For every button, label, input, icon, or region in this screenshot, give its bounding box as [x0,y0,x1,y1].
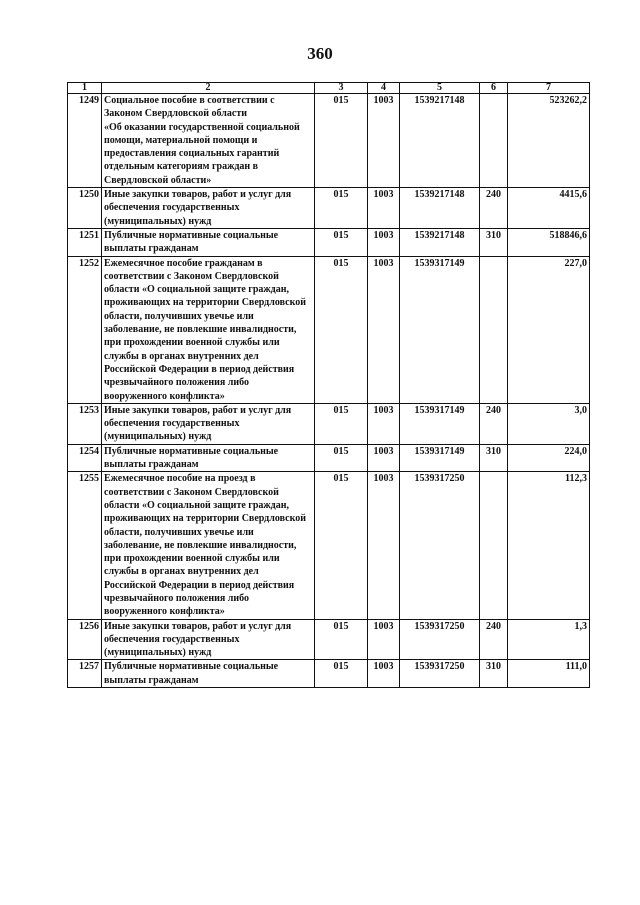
row-number: 1251 [68,228,102,256]
table-row [68,188,590,229]
section-code: 1003 [368,188,400,229]
amount: 523262,2 [508,94,590,188]
amount: 4415,6 [508,188,590,229]
section-code: 1003 [368,94,400,188]
column-header: 1 [68,83,102,94]
row-description: Публичные нормативные социальные выплаты гражданам [102,444,315,472]
section-code: 1003 [368,444,400,472]
column-header: 6 [480,83,508,94]
page-number: 360 [307,44,333,63]
budget-table [67,82,590,688]
target-article-code: 1539317149 [400,444,480,472]
expense-type-code [480,94,508,188]
column-header: 2 [102,83,315,94]
table-row [68,94,590,188]
section-code: 1003 [368,619,400,660]
row-description: Публичные нормативные социальные выплаты гражданам [102,228,315,256]
column-header: 3 [315,83,368,94]
ministry-code: 015 [315,444,368,472]
row-description: Иные закупки товаров, работ и услуг для обеспечения государственных (муниципальных) нужд [102,403,315,444]
row-description: Иные закупки товаров, работ и услуг для обеспечения государственных (муниципальных) нужд [102,188,315,229]
table-row [68,472,590,619]
section-code: 1003 [368,403,400,444]
target-article-code: 1539317149 [400,403,480,444]
expense-type-code: 240 [480,619,508,660]
expense-type-code: 240 [480,188,508,229]
expense-type-code [480,256,508,403]
table-row [68,444,590,472]
table-row [68,619,590,660]
row-number: 1257 [68,660,102,688]
expense-type-code: 310 [480,444,508,472]
column-header: 5 [400,83,480,94]
table-row [68,403,590,444]
target-article-code: 1539317250 [400,472,480,619]
column-header: 7 [508,83,590,94]
row-number: 1249 [68,94,102,188]
amount: 112,3 [508,472,590,619]
target-article-code: 1539317149 [400,256,480,403]
amount: 518846,6 [508,228,590,256]
row-number: 1255 [68,472,102,619]
target-article-code: 1539217148 [400,188,480,229]
target-article-code: 1539217148 [400,228,480,256]
row-description: Публичные нормативные социальные выплаты гражданам [102,660,315,688]
ministry-code: 015 [315,403,368,444]
ministry-code: 015 [315,228,368,256]
header-row [68,83,590,94]
column-header: 4 [368,83,400,94]
row-number: 1250 [68,188,102,229]
expense-type-code: 310 [480,228,508,256]
ministry-code: 015 [315,660,368,688]
expense-type-code: 240 [480,403,508,444]
row-description: Социальное пособие в соответствии с Законом Свердловской области «Об оказании государственной социальной помощи, материальной помощи и предоставления социальных гарантий отдельным категориям граждан в Свердловской области» [102,94,315,188]
row-number: 1254 [68,444,102,472]
section-code: 1003 [368,472,400,619]
expense-type-code [480,472,508,619]
amount: 111,0 [508,660,590,688]
target-article-code: 1539317250 [400,660,480,688]
ministry-code: 015 [315,94,368,188]
expense-type-code: 310 [480,660,508,688]
section-code: 1003 [368,256,400,403]
ministry-code: 015 [315,472,368,619]
ministry-code: 015 [315,619,368,660]
section-code: 1003 [368,228,400,256]
row-number: 1256 [68,619,102,660]
table-row [68,228,590,256]
section-code: 1003 [368,660,400,688]
row-description: Ежемесячное пособие гражданам в соответствии с Законом Свердловской области «О социальной защите граждан, проживающих на территории Свердловской области, получивших увечье или заболевание, не повлекшие инвалидности, при прохождении военной службы или службы в органах внутренних дел Российской Федерации в период действия чрезвычайного положения либо вооруженного конфликта» [102,256,315,403]
row-description: Ежемесячное пособие на проезд в соответствии с Законом Свердловской области «О социальной защите граждан, проживающих на территории Свердловской области, получивших увечье или заболевание, не повлекшие инвалидности, при прохождении военной службы или службы в органах внутренних дел Российской Федерации в период действия чрезвычайного положения либо вооруженного конфликта» [102,472,315,619]
row-number: 1253 [68,403,102,444]
amount: 227,0 [508,256,590,403]
row-number: 1252 [68,256,102,403]
amount: 224,0 [508,444,590,472]
ministry-code: 015 [315,188,368,229]
row-description: Иные закупки товаров, работ и услуг для обеспечения государственных (муниципальных) нужд [102,619,315,660]
target-article-code: 1539317250 [400,619,480,660]
ministry-code: 015 [315,256,368,403]
table-row [68,256,590,403]
table-row [68,660,590,688]
amount: 1,3 [508,619,590,660]
amount: 3,0 [508,403,590,444]
target-article-code: 1539217148 [400,94,480,188]
